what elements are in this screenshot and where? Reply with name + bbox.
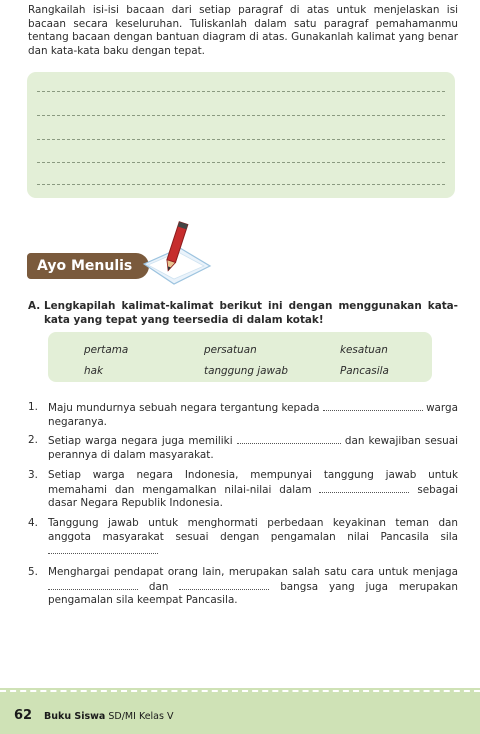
section-banner: Ayo Menulis <box>27 253 149 279</box>
writing-line <box>37 184 445 185</box>
book-title-main: Buku Siswa <box>44 711 106 722</box>
question-number: 2. <box>28 434 38 446</box>
book-title-sub: SD/MI Kelas V <box>108 711 174 722</box>
intro-paragraph: Rangkailah isi-isi bacaan dari setiap paragraf di atas untuk menjelaskan isi bacaan secara keseluruhan. Tuliskanlah dalam satu paragraf pemahamanmu tentang bacaan dengan bantuan diagram di atas. Gunakanlah kalimat yang benar dan kata-kata baku dengan tepat. <box>28 4 458 57</box>
question-text: dan <box>148 580 169 593</box>
word-bank-box <box>48 332 432 382</box>
question-item <box>28 517 458 559</box>
page-number: 62 <box>14 708 33 723</box>
question-number: 4. <box>28 517 38 529</box>
pencil-paper-icon <box>140 218 214 290</box>
question-text: dan kewajiban sesuai perannya di dalam masyarakat. <box>48 435 458 461</box>
answer-blank[interactable] <box>179 580 269 590</box>
question-number: 5. <box>28 566 38 578</box>
question-text: Setiap warga negara Indonesia, mempunyai tanggung jawab untuk memahami dan mengamalkan nilai-nilai dalam <box>48 469 458 496</box>
answer-writing-box[interactable] <box>27 72 455 198</box>
question-text: sebagai dasar Negara Republik Indonesia. <box>48 483 458 510</box>
answer-blank[interactable] <box>48 544 158 554</box>
answer-blank[interactable] <box>237 434 341 444</box>
book-title <box>44 711 173 722</box>
question-item <box>28 401 458 429</box>
question-text: Tanggung jawab untuk menghormati perbedaan keyakinan teman dan anggota masyarakat sesuai dengan pengamalan nilai Pancasila sila <box>48 517 458 543</box>
question-text: Menghargai pendapat orang lain, merupakan salah satu cara untuk menjaga <box>48 566 458 578</box>
answer-blank[interactable] <box>48 580 138 590</box>
question-text: Setiap warga negara juga memiliki <box>48 435 233 447</box>
question-text: bangsa yang juga merupakan pengamalan sila keempat Pancasila. <box>48 580 458 607</box>
word-bank-item: hak <box>84 365 103 377</box>
writing-line <box>37 91 445 92</box>
word-bank-item: Pancasila <box>340 365 389 377</box>
section-a-instruction: Lengkapilah kalimat-kalimat berikut ini dengan menggunakan kata-kata yang tepat yang teersedia di dalam kotak! <box>44 300 458 326</box>
footer-divider <box>0 690 480 692</box>
question-item <box>28 434 458 462</box>
word-bank-item: pertama <box>84 344 129 356</box>
answer-blank[interactable] <box>319 483 409 493</box>
question-item <box>28 469 458 511</box>
question-text: warga negaranya. <box>48 402 458 428</box>
question-text: Maju mundurnya sebuah negara tergantung kepada <box>48 402 320 414</box>
word-bank-item: persatuan <box>204 344 257 356</box>
question-number: 3. <box>28 469 38 481</box>
question-item <box>28 566 458 608</box>
word-bank-item: kesatuan <box>340 344 388 356</box>
word-bank-item: tanggung jawab <box>204 365 289 377</box>
section-a-letter: A. <box>28 300 41 312</box>
question-number: 1. <box>28 401 38 413</box>
answer-blank[interactable] <box>323 401 423 411</box>
writing-line <box>37 115 445 116</box>
writing-line <box>37 162 445 163</box>
writing-line <box>37 139 445 140</box>
